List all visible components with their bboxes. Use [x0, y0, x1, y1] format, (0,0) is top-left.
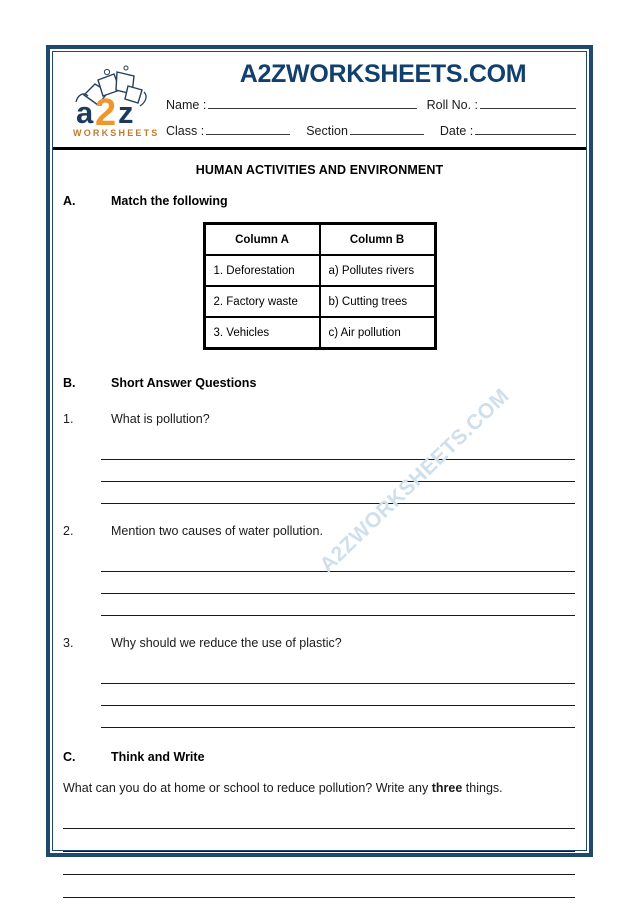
a2z-worksheets-logo — [62, 62, 158, 140]
section-c-prompt-part2: things. — [462, 781, 503, 795]
answer-line[interactable] — [101, 594, 575, 616]
answer-line[interactable] — [63, 875, 575, 898]
answer-line[interactable] — [101, 572, 575, 594]
worksheet-header — [53, 52, 586, 150]
answer-line[interactable] — [101, 482, 575, 504]
logo-subtext: WORKSHEETS — [73, 128, 158, 138]
answer-line[interactable] — [101, 706, 575, 728]
watermark-text: A2ZWORKSHEETS.COM — [315, 384, 514, 577]
section-c-title: Think and Write — [111, 750, 205, 764]
section-c-prompt — [53, 781, 586, 795]
answer-line[interactable] — [101, 460, 575, 482]
section-c-prompt-emphasis: three — [431, 781, 463, 795]
question-row — [53, 636, 586, 650]
section-b-title: Short Answer Questions — [111, 376, 257, 390]
answer-line[interactable] — [63, 806, 575, 829]
question-row — [53, 412, 586, 426]
answer-line[interactable] — [63, 852, 575, 875]
column-a-header: Column A — [205, 224, 320, 255]
question-text: Why should we reduce the use of plastic? — [111, 636, 342, 650]
section-c-heading — [53, 750, 586, 764]
table-header-row — [205, 224, 435, 255]
class-input-line[interactable] — [206, 122, 290, 135]
header-field-row-2 — [166, 122, 578, 138]
section-a-heading — [53, 194, 586, 208]
table-row — [205, 286, 435, 317]
section-a-letter: A. — [63, 194, 76, 208]
match-the-following-table — [203, 222, 437, 350]
date-input-line[interactable] — [475, 122, 576, 135]
table-row — [205, 255, 435, 286]
question-text: What is pollution? — [111, 412, 210, 426]
section-c-answer-lines — [53, 806, 586, 898]
column-a-cell[interactable]: 3. Vehicles — [205, 317, 320, 348]
question-item — [53, 524, 586, 616]
answer-lines — [53, 550, 586, 616]
site-title: A2ZWORKSHEETS.COM — [239, 60, 527, 88]
question-item — [53, 636, 586, 728]
match-table-container — [53, 222, 586, 350]
answer-line[interactable] — [101, 550, 575, 572]
column-b-cell[interactable]: a) Pollutes rivers — [320, 255, 435, 286]
answer-line[interactable] — [101, 662, 575, 684]
logo-letter-a: a — [76, 95, 94, 130]
name-label: Name : — [166, 98, 207, 112]
question-item — [53, 412, 586, 504]
answer-line[interactable] — [101, 438, 575, 460]
question-number: 1. — [63, 412, 74, 426]
class-label: Class : — [166, 124, 205, 138]
column-b-header: Column B — [320, 224, 435, 255]
roll-no-label: Roll No. : — [426, 98, 478, 112]
answer-line[interactable] — [101, 684, 575, 706]
question-text: Mention two causes of water pollution. — [111, 524, 323, 538]
answer-lines — [53, 662, 586, 728]
table-row — [205, 317, 435, 348]
logo-letter-z: z — [118, 95, 134, 130]
worksheet-body — [53, 163, 586, 898]
column-a-cell[interactable]: 2. Factory waste — [205, 286, 320, 317]
answer-lines — [53, 438, 586, 504]
section-c-prompt-part1: What can you do at home or school to reduce pollution? Write any — [63, 781, 432, 795]
roll-no-input-line[interactable] — [480, 96, 576, 109]
column-a-cell[interactable]: 1. Deforestation — [205, 255, 320, 286]
question-number: 2. — [63, 524, 74, 538]
column-b-cell[interactable]: c) Air pollution — [320, 317, 435, 348]
section-b-heading — [53, 376, 586, 390]
section-label: Section — [306, 124, 348, 138]
section-b-letter: B. — [63, 376, 76, 390]
section-a-title: Match the following — [111, 194, 228, 208]
question-row — [53, 524, 586, 538]
answer-line[interactable] — [63, 829, 575, 852]
worksheet-title: HUMAN ACTIVITIES AND ENVIRONMENT — [195, 163, 444, 177]
worksheet-content — [53, 52, 586, 850]
logo-letter-2: 2 — [95, 92, 117, 134]
date-label: Date : — [439, 124, 474, 138]
section-c-letter: C. — [63, 750, 76, 764]
header-field-row-1 — [166, 96, 578, 112]
worksheet-page-frame — [46, 45, 593, 857]
section-input-line[interactable] — [350, 122, 424, 135]
name-input-line[interactable] — [208, 96, 416, 109]
column-b-cell[interactable]: b) Cutting trees — [320, 286, 435, 317]
question-number: 3. — [63, 636, 74, 650]
